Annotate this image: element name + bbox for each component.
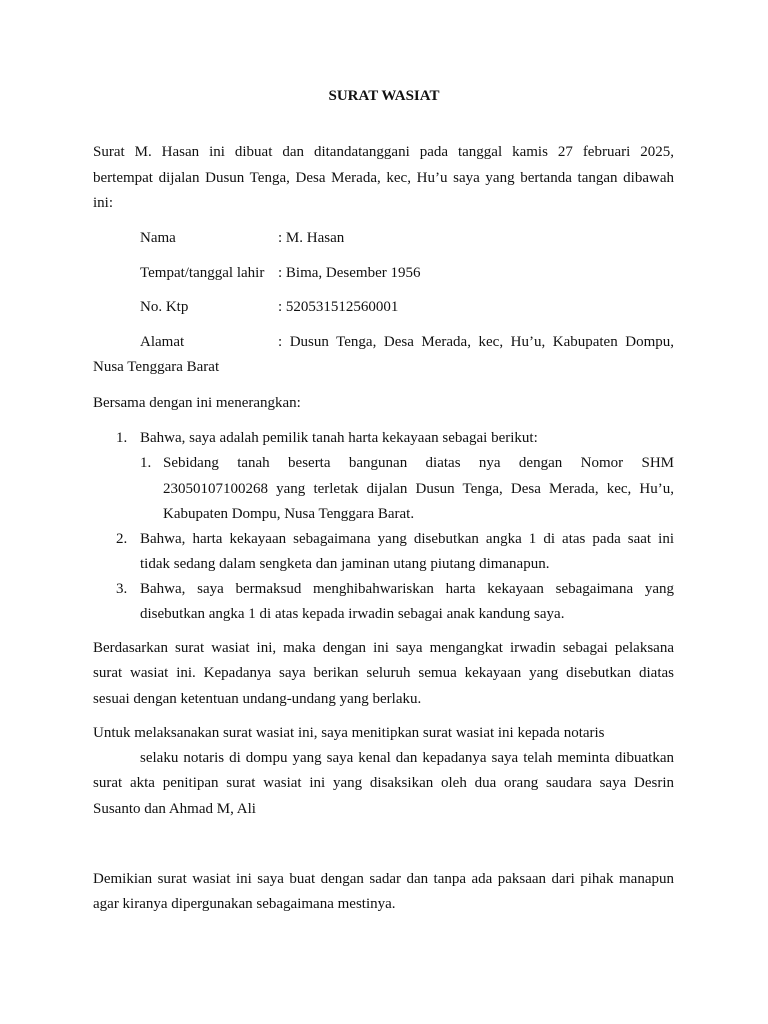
document-title: SURAT WASIAT bbox=[328, 88, 440, 104]
item-1-text: Bahwa, saya adalah pemilik tanah harta kekayaan sebagai berikut: bbox=[140, 430, 538, 446]
pelaksana-line-1: Berdasarkan surat wasiat ini, maka dengan ini saya mengangkat irwadin sebagai pelaksana bbox=[93, 640, 674, 656]
item-1-number: 1. bbox=[116, 430, 128, 446]
intro-line-2: bertempat dijalan Dusun Tenga, Desa Merada, kec, Hu’u saya yang bertanda tangan dibawah bbox=[93, 170, 674, 186]
alamat-value: : Dusun Tenga, Desa Merada, kec, Hu’u, Kabupaten Dompu, bbox=[278, 334, 674, 350]
penutup-line-1: Demikian surat wasiat ini saya buat dengan sadar dan tanpa ada paksaan dari pihak manapun bbox=[93, 871, 674, 887]
ttl-value: : Bima, Desember 1956 bbox=[278, 265, 421, 281]
item-2-number: 2. bbox=[116, 531, 128, 547]
nama-label: Nama bbox=[140, 230, 176, 246]
alamat-continuation: Nusa Tenggara Barat bbox=[93, 359, 220, 375]
penutup-line-2: agar kiranya dipergunakan sebagaimana mestinya. bbox=[93, 896, 396, 912]
item-2-line-1: Bahwa, harta kekayaan sebagaimana yang disebutkan angka 1 di atas pada saat ini bbox=[140, 531, 674, 547]
item-3-number: 3. bbox=[116, 581, 128, 597]
menerangkan-heading: Bersama dengan ini menerangkan: bbox=[93, 395, 301, 411]
notaris-line-4: Susanto dan Ahmad M, Ali bbox=[93, 801, 256, 817]
notaris-line-2: selaku notaris di dompu yang saya kenal dan kepadanya saya telah meminta dibuatkan bbox=[140, 750, 674, 766]
pelaksana-line-3: sesuai dengan ketentuan undang-undang yang berlaku. bbox=[93, 691, 422, 707]
ktp-label: No. Ktp bbox=[140, 299, 189, 315]
notaris-line-1: Untuk melaksanakan surat wasiat ini, saya menitipkan surat wasiat ini kepada notaris bbox=[93, 725, 605, 741]
subitem-1-line-1: Sebidang tanah beserta bangunan diatas nya dengan Nomor SHM bbox=[163, 455, 674, 471]
nama-value: : M. Hasan bbox=[278, 230, 345, 246]
ttl-label: Tempat/tanggal lahir bbox=[140, 265, 265, 281]
item-2-line-2: tidak sedang dalam sengketa dan jaminan utang piutang dimanapun. bbox=[140, 556, 550, 572]
intro-line-3: ini: bbox=[93, 195, 114, 211]
pelaksana-line-2: surat wasiat ini. Kepadanya saya berikan seluruh semua kekayaan yang disebutkan diatas bbox=[93, 665, 674, 681]
ktp-value: : 520531512560001 bbox=[278, 299, 399, 315]
subitem-1-line-2: 23050107100268 yang terletak dijalan Dusun Tenga, Desa Merada, kec, Hu’u, bbox=[163, 481, 674, 497]
item-3-line-2: disebutkan angka 1 di atas kepada irwadin sebagai anak kandung saya. bbox=[140, 606, 565, 622]
subitem-1-line-3: Kabupaten Dompu, Nusa Tenggara Barat. bbox=[163, 506, 415, 522]
subitem-1-number: 1. bbox=[140, 455, 152, 471]
notaris-line-3: surat akta penitipan surat wasiat ini yang disaksikan oleh dua orang saudara saya Desrin bbox=[93, 775, 674, 791]
intro-line-1: Surat M. Hasan ini dibuat dan ditandatanggani pada tanggal kamis 27 februari 2025, bbox=[93, 144, 674, 160]
item-3-line-1: Bahwa, saya bermaksud menghibahwariskan harta kekayaan sebagaimana yang bbox=[140, 581, 674, 597]
alamat-label: Alamat bbox=[140, 334, 185, 350]
